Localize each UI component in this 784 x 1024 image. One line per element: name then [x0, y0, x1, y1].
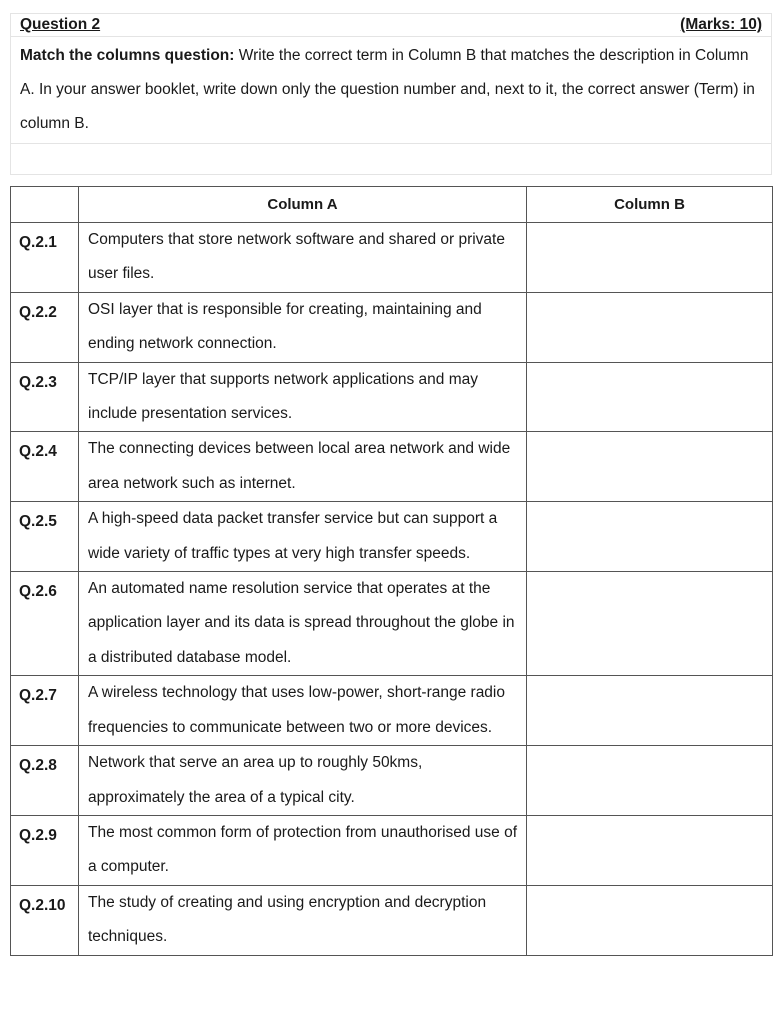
blank-row [11, 144, 772, 175]
table-row [11, 815, 773, 885]
column-b-answer-cell[interactable] [527, 676, 773, 746]
table-header-row [11, 187, 773, 223]
column-a-header: Column A [79, 187, 527, 223]
match-columns-table [10, 186, 773, 956]
column-b-answer-cell[interactable] [527, 746, 773, 816]
question-marks: (Marks: 10) [680, 16, 762, 33]
column-b-answer-cell[interactable] [527, 815, 773, 885]
column-b-answer-cell[interactable] [527, 885, 773, 955]
column-b-header: Column B [527, 187, 773, 223]
column-b-answer-cell[interactable] [527, 223, 773, 293]
column-a-description: The connecting devices between local area network and wide area network such as internet. [79, 432, 527, 502]
instructions-text: Write the correct term in Column B that matches the description in Column A. In your answer booklet, write down only the question number and, next to it, the correct answer (Term) in column B. [20, 47, 755, 132]
table-row [11, 572, 773, 676]
column-b-answer-cell[interactable] [527, 362, 773, 432]
question-title: Question 2 [20, 16, 101, 33]
column-a-description: A high-speed data packet transfer service but can support a wide variety of traffic types at very high transfer speeds. [79, 502, 527, 572]
question-number: Q.2.1 [11, 223, 79, 293]
column-a-description: OSI layer that is responsible for creating, maintaining and ending network connection. [79, 292, 527, 362]
column-b-answer-cell[interactable] [527, 502, 773, 572]
table-row [11, 223, 773, 293]
table-row [11, 432, 773, 502]
table-row [11, 746, 773, 816]
question-number: Q.2.6 [11, 572, 79, 676]
column-b-answer-cell[interactable] [527, 572, 773, 676]
instructions-lead: Match the columns question: [20, 47, 235, 64]
table-row [11, 292, 773, 362]
column-a-description: The study of creating and using encryption and decryption techniques. [79, 885, 527, 955]
table-row [11, 502, 773, 572]
instructions-row [11, 37, 772, 144]
question-number: Q.2.8 [11, 746, 79, 816]
question-number: Q.2.5 [11, 502, 79, 572]
column-a-description: A wireless technology that uses low-power, short-range radio frequencies to communicate between two or more devices. [79, 676, 527, 746]
column-b-answer-cell[interactable] [527, 292, 773, 362]
table-row [11, 885, 773, 955]
question-number: Q.2.3 [11, 362, 79, 432]
question-header-table [10, 13, 772, 175]
table-row [11, 362, 773, 432]
question-number: Q.2.7 [11, 676, 79, 746]
table-row [11, 676, 773, 746]
question-number: Q.2.4 [11, 432, 79, 502]
column-b-answer-cell[interactable] [527, 432, 773, 502]
question-title-row [11, 14, 772, 37]
question-number: Q.2.2 [11, 292, 79, 362]
column-a-description: TCP/IP layer that supports network applications and may include presentation services. [79, 362, 527, 432]
column-a-description: An automated name resolution service that operates at the application layer and its data is spread throughout the globe in a distributed database model. [79, 572, 527, 676]
question-number: Q.2.9 [11, 815, 79, 885]
column-a-description: The most common form of protection from unauthorised use of a computer. [79, 815, 527, 885]
column-a-description: Computers that store network software and shared or private user files. [79, 223, 527, 293]
header-number-cell [11, 187, 79, 223]
column-a-description: Network that serve an area up to roughly 50kms, approximately the area of a typical city. [79, 746, 527, 816]
question-number: Q.2.10 [11, 885, 79, 955]
